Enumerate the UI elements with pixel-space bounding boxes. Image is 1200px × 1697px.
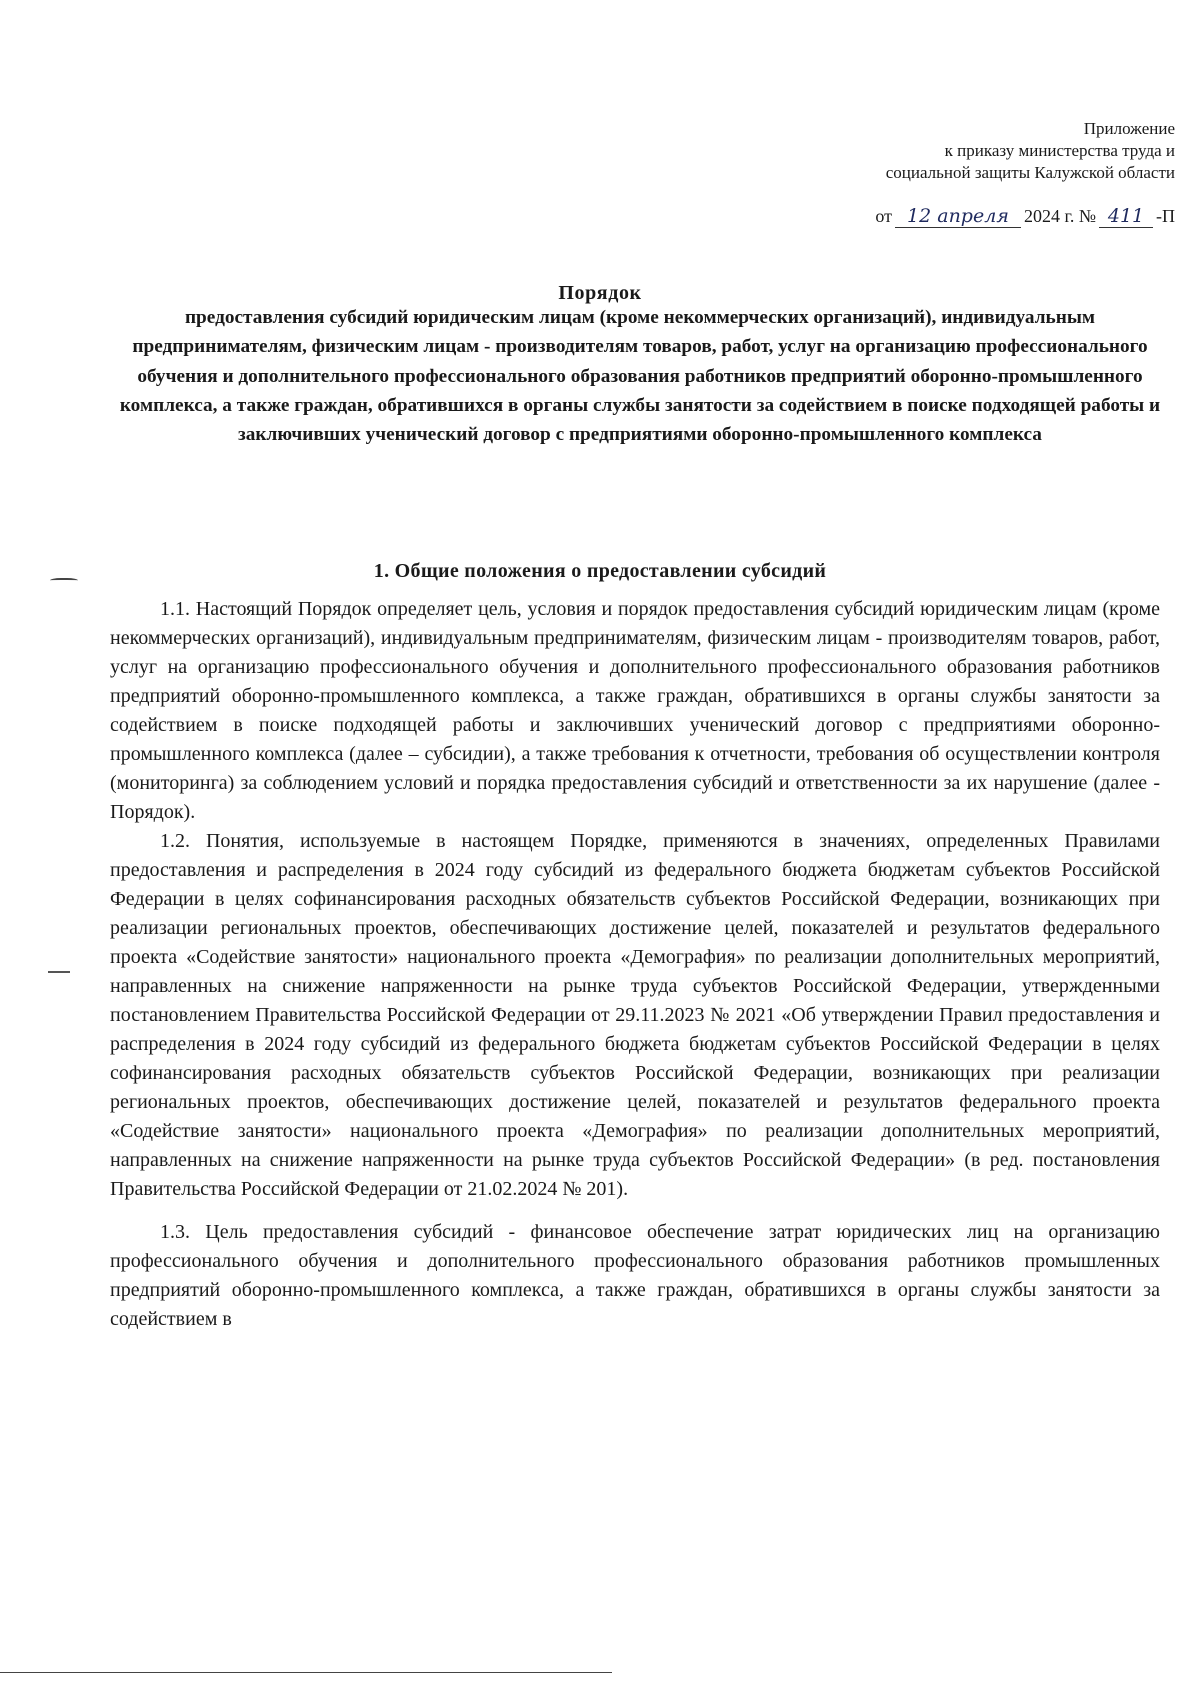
paragraph-1-2: 1.2. Понятия, используемые в настоящем Порядке, применяются в значениях, определенных Правилами предоставления и распределения в 2024 году субсидий из федерального бюджета бюджетам субъектов Российской Федерации в целях софинансирования расходных обязательств субъектов Российской Федерации, возникающих при реализации региональных проектов, обеспечивающих достижение целей, показателей и результатов федерального проекта «Содействие занятости» национального проекта «Демография» по реализации дополнительных мероприятий, направленных на снижение напряженности на рынке труда субъектов Российской Федерации, утвержденными постановлением Правительства Российской Федерации от 29.11.2023 № 2021 «Об утверждении Правил предоставления и распределения в 2024 году субсидий из федерального бюджета бюджетам субъектов Российской Федерации в целях софинансирования расходных обязательств субъектов Российской Федерации, возникающих при реализации региональных проектов, обеспечивающих достижение целей, показателей и результатов федерального проекта «Содействие занятости» национального проекта «Демография» по реализации дополнительных мероприятий, направленных на снижение напряженности на рынке труда субъектов Российской Федерации» (в ред. постановления Правительства Российской Федерации от 21.02.2024 № 201). — [110, 830, 1160, 1200]
margin-mark — [48, 971, 70, 973]
section-heading: 1. Общие положения о предоставлении субсидий — [373, 560, 827, 582]
document-body — [110, 595, 1160, 1334]
order-suffix: -П — [1156, 206, 1175, 226]
footer-rule — [0, 1672, 612, 1673]
paragraph-1-3: 1.3. Цель предоставления субсидий - финансовое обеспечение затрат юридических лиц на организацию профессионального обучения и дополнительного профессионального образования работников промышленных предприятий оборонно-промышленного комплекса, а также граждан, обратившихся в органы службы занятости за содействием в — [110, 1221, 1160, 1330]
document-subtitle: предоставления субсидий юридическим лицам (кроме некоммерческих организаций), индивидуальным предпринимателям, физическим лицам - производителям товаров, работ, услуг на организацию профессионального обучения и дополнительного профессионального образования работников предприятий оборонно-промышленного комплекса, а также граждан, обратившихся в органы службы занятости за содействием в поиске подходящей работы и заключивших ученический договор с предприятиями оборонно-промышленного комплекса — [119, 307, 1161, 446]
order-reference — [875, 205, 1175, 228]
order-date-handwritten: 12 апреля — [895, 205, 1021, 228]
order-prefix: от — [875, 206, 892, 226]
appendix-line: социальной защиты Калужской области — [885, 163, 1175, 182]
appendix-line: к приказу министерства труда и — [944, 141, 1175, 160]
paragraph-1-1: 1.1. Настоящий Порядок определяет цель, условия и порядок предоставления субсидий юридическим лицам (кроме некоммерческих организаций), индивидуальным предпринимателям, физическим лицам - производителям товаров, работ, услуг на организацию профессионального обучения и дополнительного профессионального образования работников предприятий оборонно-промышленного комплекса, а также граждан, обратившихся в органы службы занятости за содействием в поиске подходящей работы и заключивших ученический договор с предприятиями оборонно-промышленного комплекса (далее – субсидии), а также требования к отчетности, требования об осуществлении контроля (мониторинга) за соблюдением условий и порядка предоставления субсидий и ответственности за их нарушение (далее - Порядок). — [110, 598, 1160, 823]
order-number-handwritten: 411 — [1099, 205, 1153, 228]
order-year-text: 2024 г. № — [1023, 206, 1096, 226]
document-title: Порядок — [558, 282, 642, 304]
appendix-line: Приложение — [1083, 119, 1175, 138]
appendix-block — [675, 118, 1175, 184]
